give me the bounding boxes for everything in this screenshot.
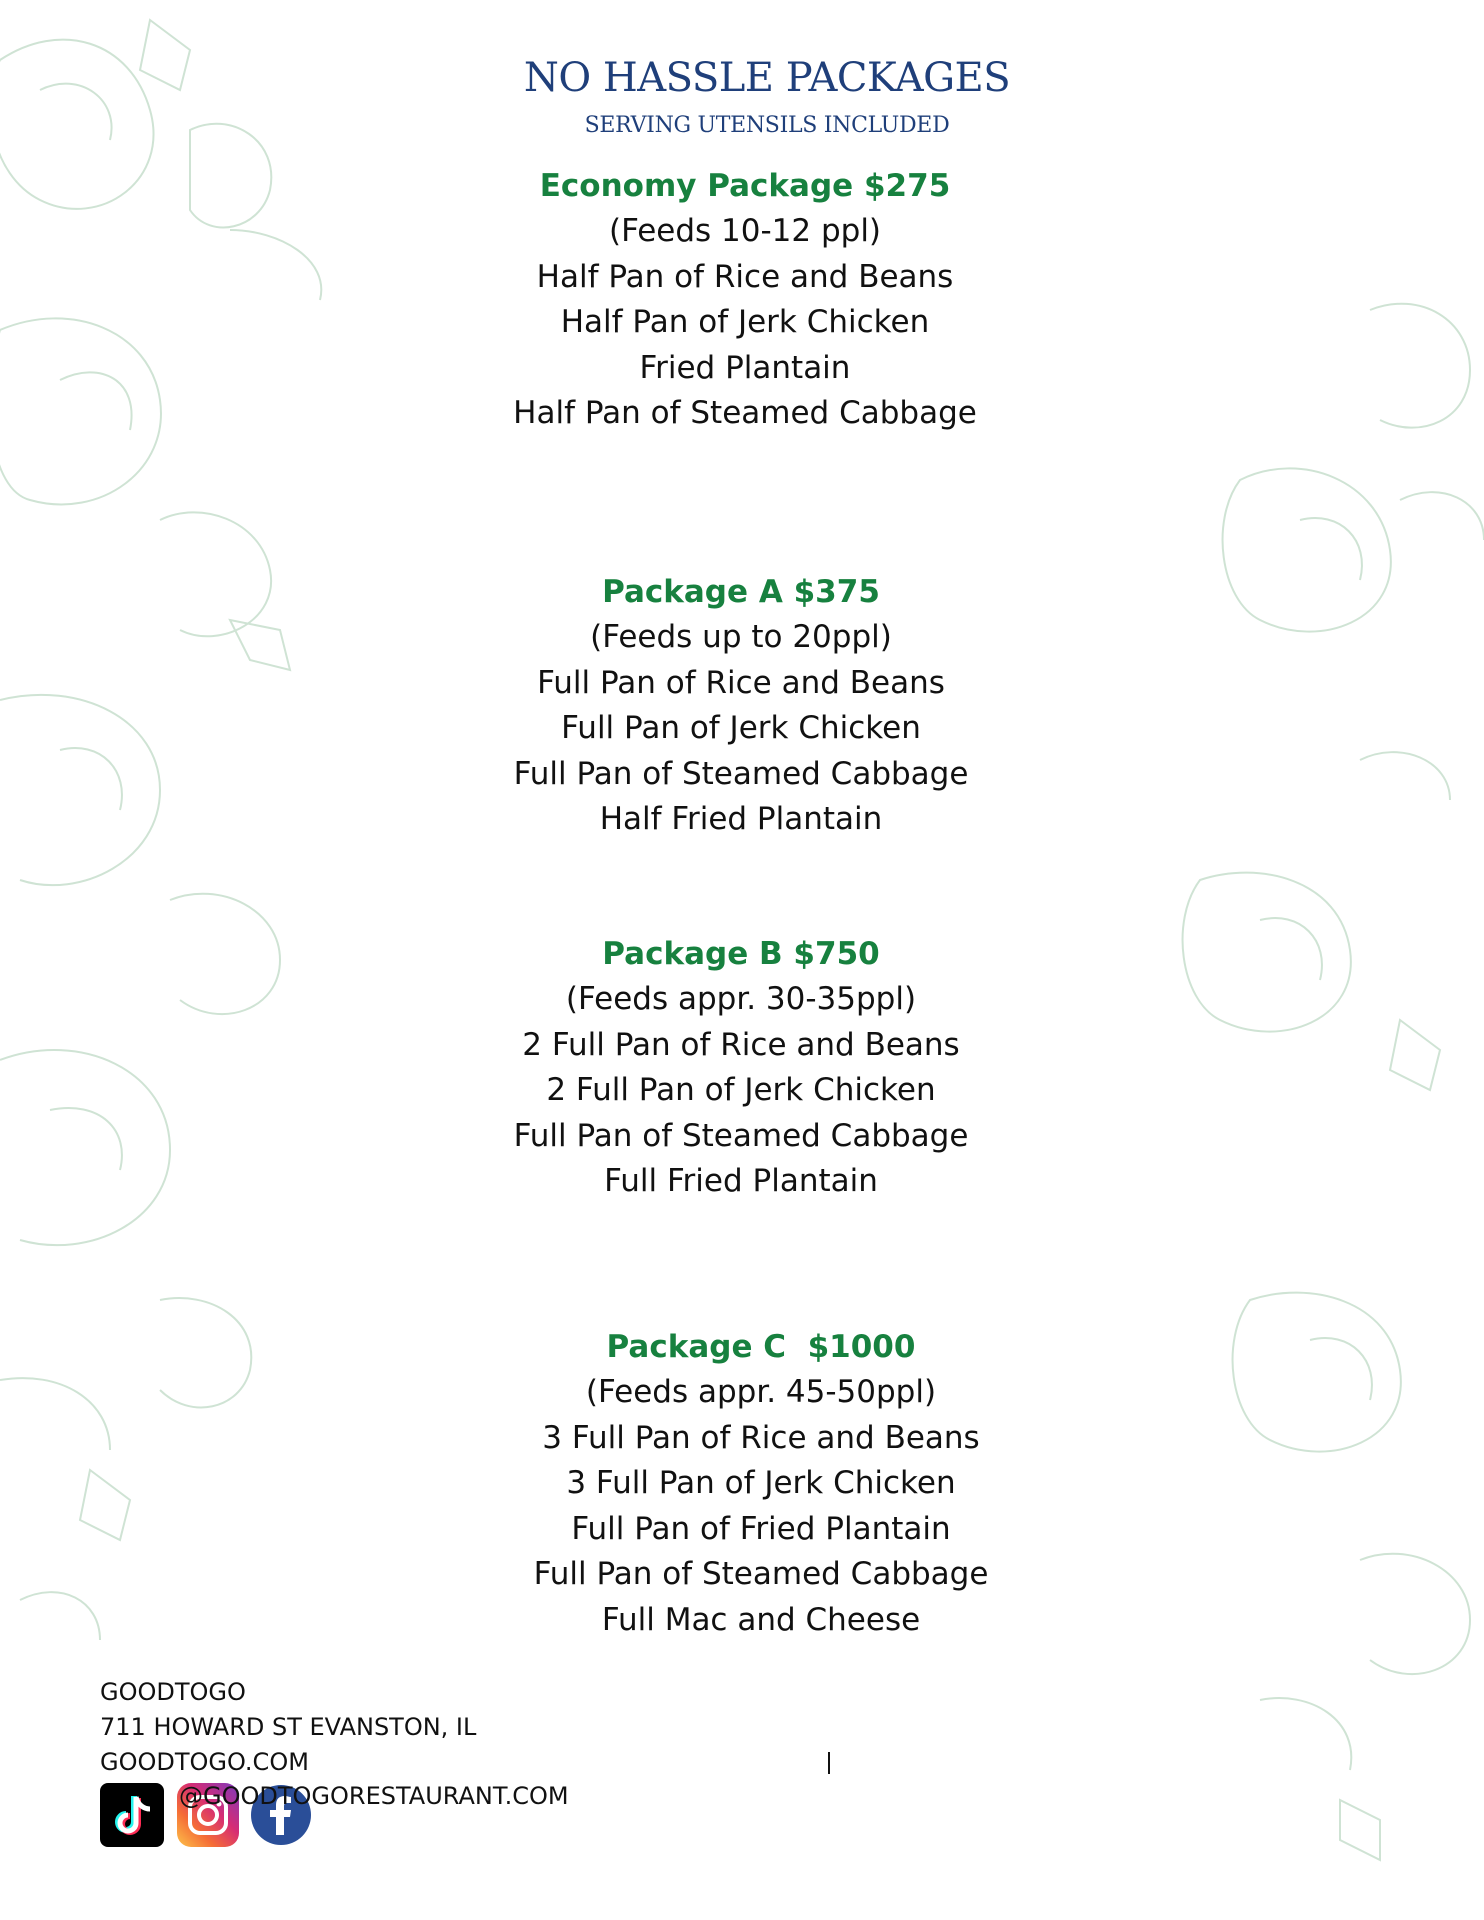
divider (828, 1752, 830, 1774)
tiktok-icon[interactable] (100, 1783, 164, 1847)
floral-right (1183, 304, 1484, 1860)
package-line: 2 Full Pan of Jerk Chicken (546, 1072, 936, 1108)
package-name: Package A $375 (602, 574, 880, 610)
package-line: 3 Full Pan of Rice and Beans (542, 1419, 980, 1456)
package-line: (Feeds appr. 30-35ppl) (565, 981, 917, 1017)
package-line: Fried Plantain (639, 349, 851, 386)
floral-left (0, 20, 321, 1640)
package-name: Package C $1000 (606, 1329, 916, 1365)
package-line: Half Pan of Jerk Chicken (560, 304, 930, 340)
package-line: Half Pan of Steamed Cabbage (513, 395, 977, 431)
package-line: Full Pan of Rice and Beans (537, 664, 945, 701)
package-line: Full Pan of Jerk Chicken (561, 710, 921, 746)
package-b (441, 932, 1041, 1205)
business-address: 711 HOWARD ST EVANSTON, IL (100, 1713, 477, 1741)
package-line: Full Pan of Steamed Cabbage (513, 1117, 969, 1154)
package-name: Economy Package $275 (539, 168, 951, 204)
package-economy (445, 164, 1045, 437)
package-line: (Feeds 10-12 ppl) (608, 213, 882, 249)
package-line: 2 Full Pan of Rice and Beans (522, 1026, 960, 1063)
package-line: Full Mac and Cheese (601, 1601, 921, 1638)
package-line: 3 Full Pan of Jerk Chicken (566, 1465, 956, 1501)
package-line: Full Pan of Steamed Cabbage (533, 1556, 989, 1592)
business-name: GOODTOGO (100, 1678, 246, 1706)
page-subtitle: SERVING UTENSILS INCLUDED (584, 113, 950, 138)
package-line: Full Fried Plantain (604, 1163, 878, 1199)
package-c (461, 1325, 1061, 1643)
page-title: NO HASSLE PACKAGES (523, 55, 1011, 101)
package-line: (Feeds up to 20ppl) (590, 619, 892, 655)
package-line: Full Pan of Steamed Cabbage (513, 755, 969, 792)
footer-contact (100, 1675, 476, 1780)
website-link[interactable]: GOODTOGO.COM (100, 1748, 309, 1776)
package-line: (Feeds appr. 45-50ppl) (585, 1374, 937, 1410)
package-line: Half Fried Plantain (599, 801, 883, 837)
package-a (441, 570, 1041, 843)
social-handle[interactable]: @GOODTOGORESTAURANT.COM (179, 1782, 569, 1810)
package-name: Package B $750 (602, 936, 880, 972)
package-line: Full Pan of Fried Plantain (571, 1510, 951, 1547)
package-line: Half Pan of Rice and Beans (536, 258, 954, 295)
